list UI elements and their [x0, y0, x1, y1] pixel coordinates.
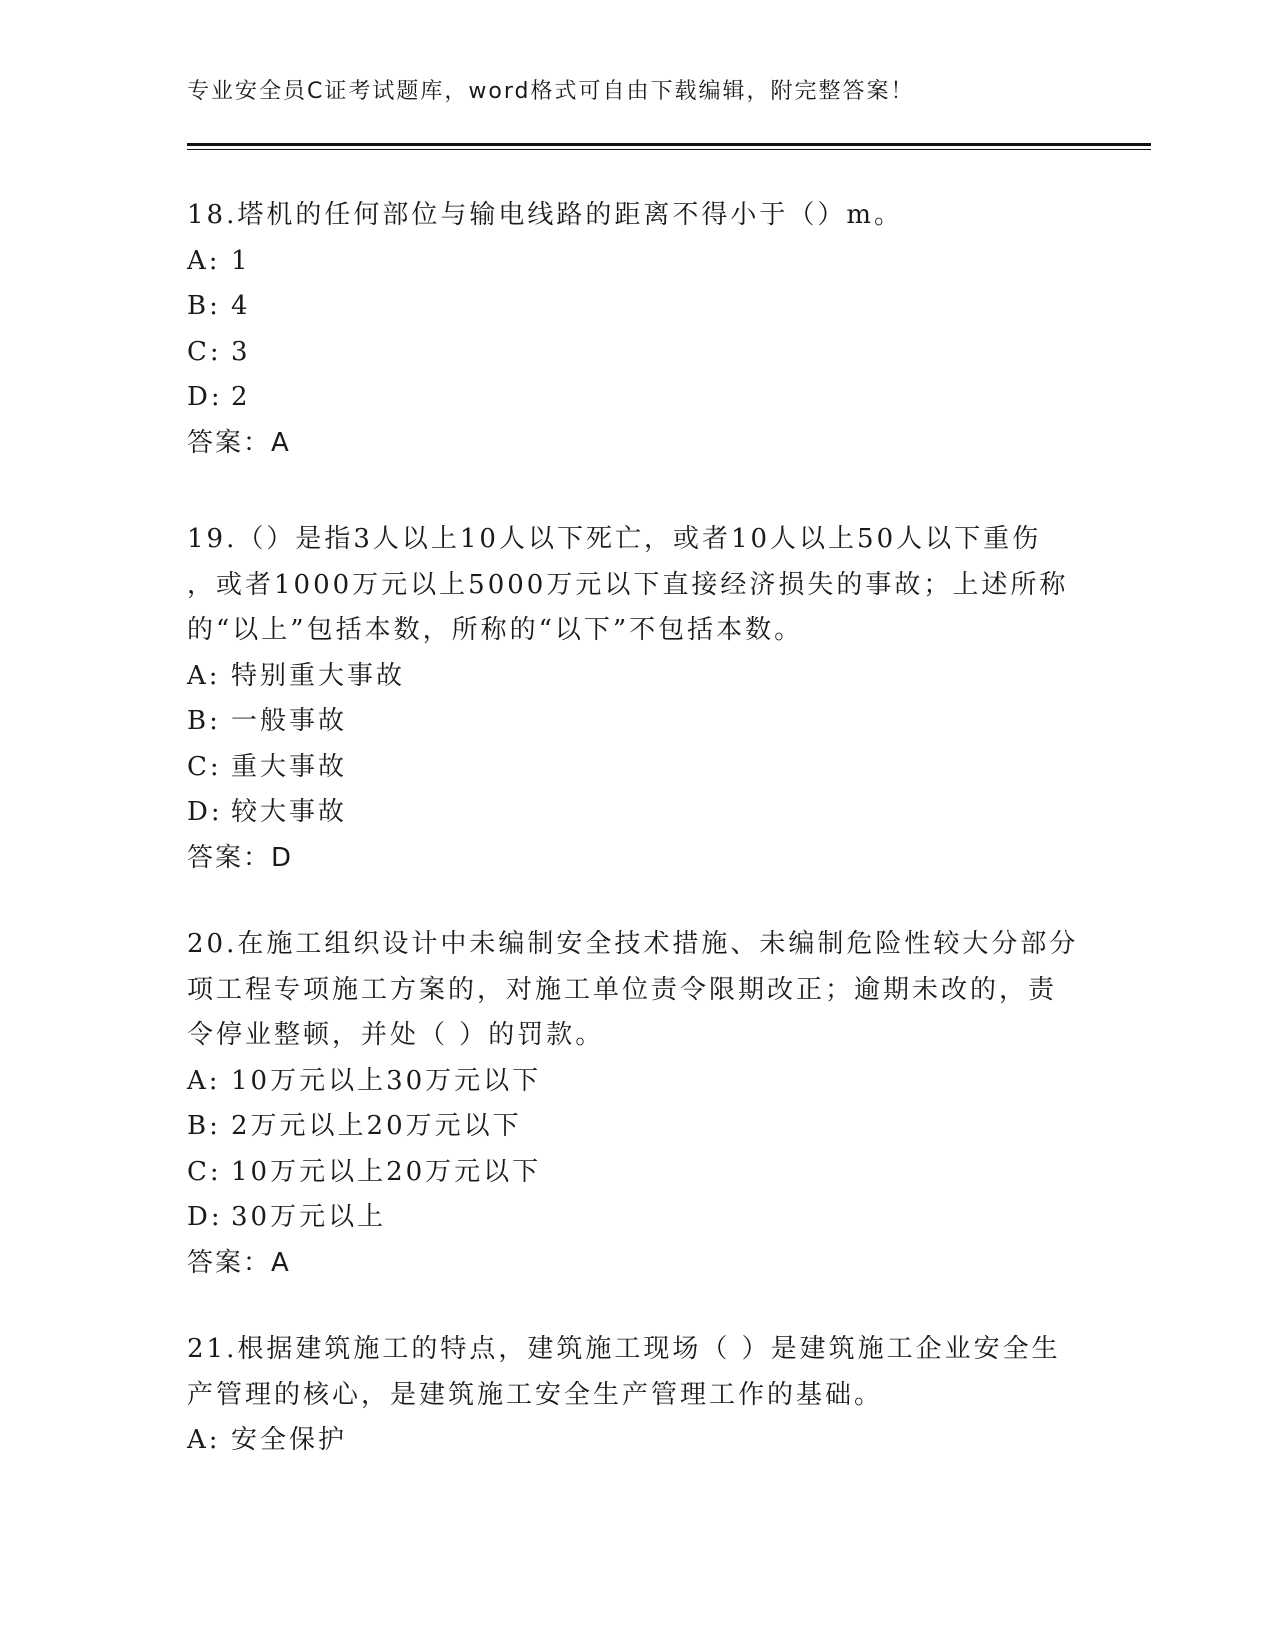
option-a — [187, 1418, 1067, 1464]
option-letter: C: — [187, 1156, 222, 1187]
option-letter: D: — [187, 797, 223, 827]
question-text-line-1: 19.（）是指3人以上10人以下死亡，或者10人以上50人以下重伤 — [187, 524, 1042, 554]
header-rule-thick — [187, 143, 1151, 146]
question-text-line-3: 令停业整顿，并处（ ）的罚款。 — [187, 1020, 605, 1050]
answer-line: 答案：A — [187, 1247, 291, 1278]
question-text-line-1: 20.在施工组织设计中未编制安全技术措施、未编制危险性较大分部分 — [187, 929, 1079, 959]
option-a — [187, 1059, 1067, 1105]
option-letter: C: — [187, 336, 222, 367]
option-letter: B: — [187, 1111, 221, 1141]
question-text-line-3: 的“以上”包括本数，所称的“以下”不包括本数。 — [187, 615, 804, 645]
option-letter: A: — [187, 1065, 221, 1096]
answer-line: 答案：D — [187, 842, 294, 873]
option-c — [187, 745, 1067, 791]
option-text: 一般事故 — [231, 706, 348, 736]
option-text: 4 — [231, 291, 251, 321]
option-letter: A: — [187, 1425, 221, 1455]
option-letter: B: — [187, 291, 221, 321]
option-d — [187, 790, 1067, 836]
option-text: 安全保护 — [231, 1425, 348, 1455]
option-letter: D: — [187, 382, 223, 412]
question-text: 18.塔机的任何部位与输电线路的距离不得小于（）m。 — [187, 200, 904, 230]
option-a — [187, 239, 1067, 285]
question-20 — [187, 922, 1079, 1286]
option-letter: B: — [187, 706, 221, 736]
option-letter: D: — [187, 1202, 223, 1232]
header-rule-thin — [187, 149, 1151, 150]
question-21 — [187, 1327, 1067, 1464]
question-18 — [187, 193, 1067, 466]
option-text: 2万元以上20万元以下 — [231, 1111, 522, 1141]
option-c — [187, 330, 1067, 376]
option-text: 3 — [231, 336, 251, 367]
option-text: 10万元以上20万元以下 — [231, 1156, 542, 1187]
option-text: 2 — [231, 382, 251, 412]
option-text: 1 — [231, 245, 251, 276]
option-d — [187, 1195, 1067, 1241]
page-header: 专业安全员C证考试题库，word格式可自由下载编辑，附完整答案！ — [187, 79, 915, 104]
option-a — [187, 654, 1067, 700]
option-letter: A: — [187, 660, 221, 691]
question-text-line-1: 21.根据建筑施工的特点，建筑施工现场（ ）是建筑施工企业安全生 — [187, 1334, 1061, 1364]
question-text-line-2: ，或者1000万元以上5000万元以下直接经济损失的事故；上述所称 — [187, 569, 1069, 600]
option-b — [187, 284, 1067, 330]
option-b — [187, 699, 1067, 745]
option-d — [187, 375, 1067, 421]
question-text-line-2: 项工程专项施工方案的，对施工单位责令限期改正；逾期未改的，责 — [187, 974, 1058, 1005]
option-letter: A: — [187, 245, 221, 276]
option-text: 重大事故 — [231, 751, 348, 782]
option-text: 较大事故 — [231, 797, 348, 827]
option-text: 特别重大事故 — [231, 660, 406, 691]
option-text: 30万元以上 — [231, 1202, 387, 1232]
option-letter: C: — [187, 751, 222, 782]
question-text-line-2: 产管理的核心，是建筑施工安全生产管理工作的基础。 — [187, 1379, 884, 1410]
answer-line: 答案：A — [187, 427, 291, 458]
option-c — [187, 1150, 1067, 1196]
option-text: 10万元以上30万元以下 — [231, 1065, 542, 1096]
option-b — [187, 1104, 1067, 1150]
question-19 — [187, 517, 1067, 881]
